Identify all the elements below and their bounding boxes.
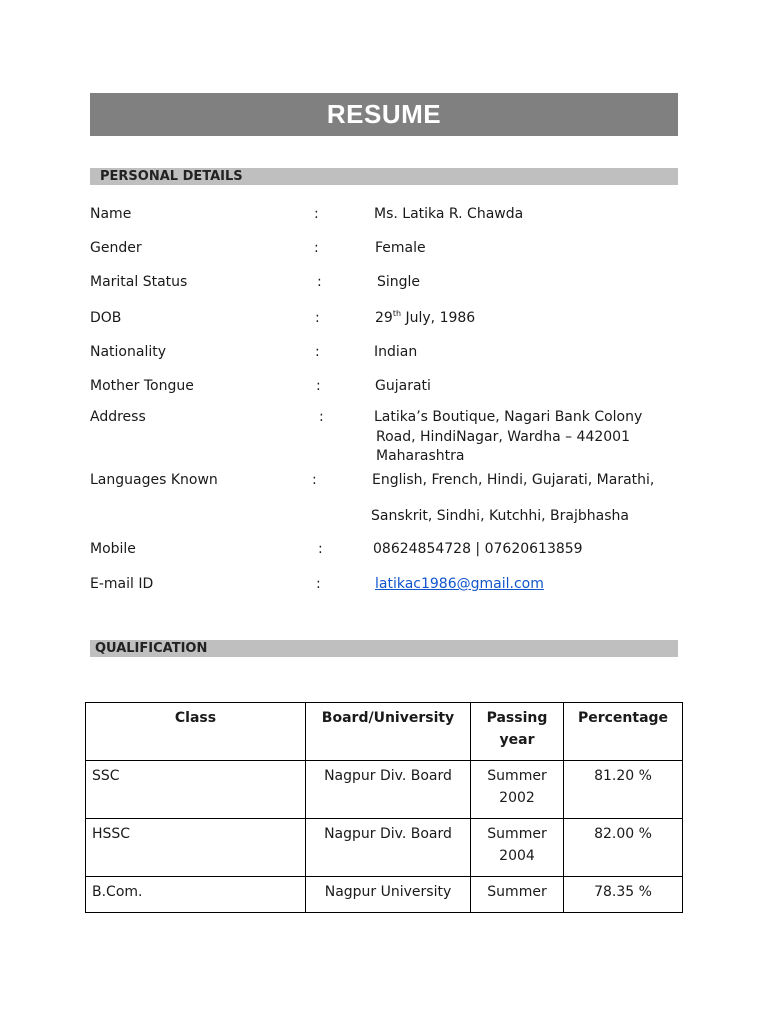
header-passing-line-1: Passing	[486, 710, 548, 726]
dob-day: 29	[375, 310, 393, 326]
email-label: E-mail ID	[90, 576, 154, 592]
cell-year	[471, 819, 564, 877]
mobile-colon: :	[318, 541, 323, 557]
languages-label: Languages Known	[90, 472, 218, 488]
address-line-1: Latika’s Boutique, Nagari Bank Colony	[374, 409, 643, 425]
address-colon: :	[319, 409, 324, 425]
cell-board: Nagpur Div. Board	[306, 761, 471, 819]
table-header-row	[86, 703, 683, 761]
gender-colon: :	[314, 240, 319, 256]
qualification-heading	[90, 640, 678, 657]
qualification-heading-text: QUALIFICATION	[95, 641, 208, 656]
marital-colon: :	[317, 274, 322, 290]
tongue-colon: :	[316, 378, 321, 394]
header-board: Board/University	[306, 703, 471, 761]
cell-year-line-1: Summer	[487, 768, 547, 784]
cell-year-line-2: 2004	[499, 848, 535, 864]
personal-details-heading-text: PERSONAL DETAILS	[100, 169, 243, 184]
table-row	[86, 819, 683, 877]
tongue-label: Mother Tongue	[90, 378, 194, 394]
cell-year	[471, 761, 564, 819]
address-label: Address	[90, 409, 146, 425]
resume-title: RESUME	[90, 93, 678, 136]
dob-colon: :	[315, 310, 320, 326]
cell-board: Nagpur Div. Board	[306, 819, 471, 877]
cell-year-line-2: 2002	[499, 790, 535, 806]
marital-label: Marital Status	[90, 274, 188, 290]
marital-value: Single	[377, 274, 421, 290]
name-label: Name	[90, 206, 132, 222]
cell-year: Summer	[471, 877, 564, 913]
nationality-colon: :	[315, 344, 320, 360]
header-passing-year	[471, 703, 564, 761]
languages-line-2: Sanskrit, Sindhi, Kutchhi, Brajbhasha	[371, 508, 629, 524]
personal-details-heading	[90, 168, 678, 185]
cell-class: SSC	[86, 761, 306, 819]
cell-class: B.Com.	[86, 877, 306, 913]
dob-suffix: th	[392, 309, 402, 318]
cell-year-line-1: Summer	[487, 826, 547, 842]
dob-label: DOB	[90, 310, 122, 326]
email-link[interactable]: latikac1986@gmail.com	[375, 576, 544, 592]
cell-class: HSSC	[86, 819, 306, 877]
address-line-3: Maharashtra	[376, 448, 465, 464]
tongue-value: Gujarati	[375, 378, 431, 394]
nationality-label: Nationality	[90, 344, 167, 360]
mobile-label: Mobile	[90, 541, 136, 557]
gender-label: Gender	[90, 240, 142, 256]
email-colon: :	[316, 576, 321, 592]
gender-value: Female	[375, 240, 426, 256]
dob-rest: July, 1986	[401, 310, 476, 326]
name-colon: :	[314, 206, 319, 222]
mobile-value: 08624854728 | 07620613859	[373, 541, 583, 557]
table-row	[86, 761, 683, 819]
dob-value	[375, 309, 475, 328]
header-class: Class	[86, 703, 306, 761]
cell-percentage: 78.35 %	[564, 877, 683, 913]
address-line-2: Road, HindiNagar, Wardha – 442001	[376, 429, 630, 445]
languages-colon: :	[312, 472, 317, 488]
name-value: Ms. Latika R. Chawda	[374, 206, 524, 222]
table-row	[86, 877, 683, 913]
cell-percentage: 81.20 %	[564, 761, 683, 819]
nationality-value: Indian	[374, 344, 418, 360]
languages-line-1: English, French, Hindi, Gujarati, Marathi,	[372, 472, 655, 488]
cell-board: Nagpur University	[306, 877, 471, 913]
header-percentage: Percentage	[564, 703, 683, 761]
qualification-table	[85, 702, 683, 913]
cell-percentage: 82.00 %	[564, 819, 683, 877]
header-passing-line-2: year	[499, 732, 535, 748]
